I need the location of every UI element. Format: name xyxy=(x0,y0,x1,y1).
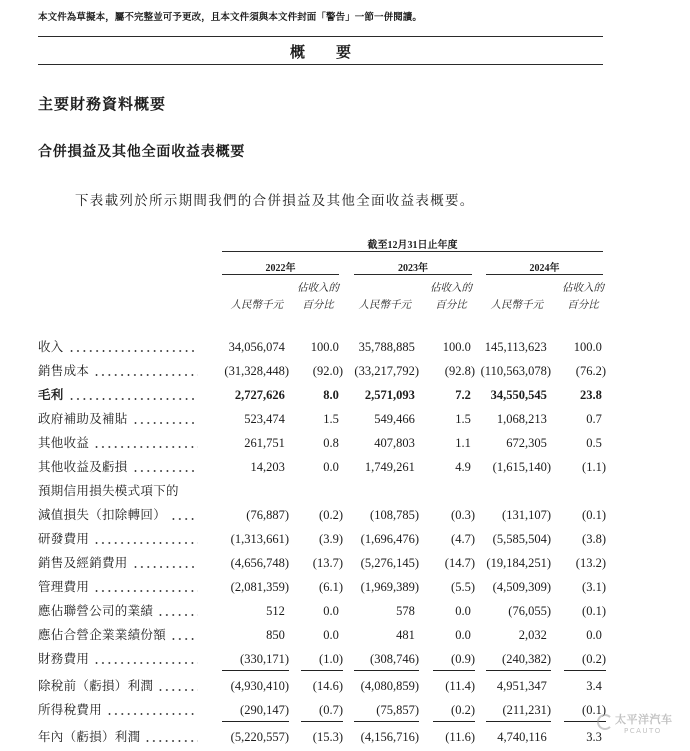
percent-cell: (14.6) xyxy=(312,679,343,693)
dot-leader xyxy=(132,470,198,472)
dot-leader xyxy=(157,614,198,616)
amount-cell: 4,740,116 xyxy=(497,730,547,744)
period-header-rule xyxy=(222,251,603,252)
table-row xyxy=(0,383,690,407)
watermark-name: 太平洋汽车 xyxy=(615,713,673,726)
table-row xyxy=(0,455,690,479)
subtotal-rule xyxy=(486,670,551,671)
subsection-title: 合併損益及其他全面收益表概要 xyxy=(38,145,246,160)
amount-cell: (1,969,389) xyxy=(360,580,419,594)
row-label-box xyxy=(38,455,198,479)
dot-leader xyxy=(93,542,198,544)
amount-cell: (131,107) xyxy=(502,508,551,522)
percent-header: 佔收入的 xyxy=(430,283,472,294)
dot-leader xyxy=(106,713,198,715)
pcauto-logo-icon xyxy=(597,714,613,730)
subtotal-rule xyxy=(433,721,475,722)
table-row xyxy=(0,575,690,599)
percent-cell: 1.5 xyxy=(455,412,471,426)
table-row xyxy=(0,431,690,455)
percent-cell: 100.0 xyxy=(442,340,471,354)
subtotal-rule xyxy=(222,670,289,671)
amount-cell: (33,217,792) xyxy=(354,364,419,378)
percent-cell: 1.5 xyxy=(323,412,339,426)
dot-leader xyxy=(132,422,198,424)
percent-cell: (3.1) xyxy=(582,580,606,594)
amount-cell: (31,328,448) xyxy=(224,364,289,378)
subtotal-rule xyxy=(222,721,289,722)
table-row xyxy=(0,623,690,647)
dot-leader xyxy=(157,689,198,691)
row-label: 預期信用損失模式項下的 xyxy=(38,484,179,498)
percent-cell: 4.9 xyxy=(455,460,471,474)
amount-cell: (76,887) xyxy=(246,508,289,522)
percent-cell: (13.2) xyxy=(575,556,606,570)
percent-cell: 0.8 xyxy=(323,436,339,450)
percent-cell: (76.2) xyxy=(575,364,606,378)
amount-cell: 261,751 xyxy=(244,436,285,450)
dot-leader xyxy=(93,374,198,376)
table-row xyxy=(0,698,690,722)
percent-header: 百分比 xyxy=(302,300,334,311)
amount-cell: (5,276,145) xyxy=(360,556,419,570)
dot-leader xyxy=(68,350,198,352)
percent-cell: (14.7) xyxy=(444,556,475,570)
row-label: 銷售成本 xyxy=(38,364,90,378)
amount-cell: (108,785) xyxy=(370,508,419,522)
percent-cell: (11.6) xyxy=(445,730,475,744)
percent-cell: (0.9) xyxy=(451,652,475,666)
header-rule-bottom xyxy=(38,64,603,65)
page-title: 概 要 xyxy=(289,45,359,61)
amount-cell: (4,656,748) xyxy=(230,556,289,570)
subtotal-rule xyxy=(301,721,343,722)
amount-unit-header: 人民幣千元 xyxy=(358,300,411,311)
row-label: 財務費用 xyxy=(38,652,90,666)
percent-cell: 3.4 xyxy=(586,679,602,693)
row-label-box xyxy=(38,527,198,551)
amount-unit-header: 人民幣千元 xyxy=(490,300,543,311)
row-label: 所得稅費用 xyxy=(38,703,103,717)
amount-cell: 35,788,885 xyxy=(358,340,415,354)
year-header: 2024年 xyxy=(529,263,560,274)
amount-cell: 407,803 xyxy=(374,436,415,450)
row-label-box xyxy=(38,383,198,407)
row-label: 收入 xyxy=(38,340,64,354)
watermark-brand: PCAUTO xyxy=(624,727,662,735)
year-header: 2022年 xyxy=(265,263,296,274)
row-label: 應佔合營企業業績份額 xyxy=(38,628,167,642)
percent-cell: (3.9) xyxy=(319,532,343,546)
percent-cell: 100.0 xyxy=(310,340,339,354)
percent-cell: (0.3) xyxy=(451,508,475,522)
table-row xyxy=(0,647,690,671)
dot-leader xyxy=(93,662,198,664)
dot-leader xyxy=(132,566,198,568)
amount-unit-header: 人民幣千元 xyxy=(230,300,283,311)
percent-cell: (15.3) xyxy=(312,730,343,744)
amount-cell: (4,930,410) xyxy=(230,679,289,693)
table-row xyxy=(0,551,690,575)
percent-cell: (0.2) xyxy=(582,652,606,666)
amount-cell: (1,615,140) xyxy=(492,460,551,474)
percent-cell: (0.2) xyxy=(319,508,343,522)
subtotal-rule xyxy=(354,721,419,722)
dot-leader xyxy=(170,638,198,640)
row-label-box xyxy=(38,623,198,647)
percent-cell: (92.0) xyxy=(312,364,343,378)
amount-cell: (4,080,859) xyxy=(360,679,419,693)
dot-leader xyxy=(93,446,198,448)
amount-cell: (4,509,309) xyxy=(492,580,551,594)
row-label-box xyxy=(38,599,198,623)
table-row xyxy=(0,725,690,749)
row-label-box xyxy=(38,698,198,722)
percent-cell: 0.0 xyxy=(323,604,339,618)
row-label: 管理費用 xyxy=(38,580,90,594)
percent-cell: (0.1) xyxy=(582,508,606,522)
amount-cell: 672,305 xyxy=(506,436,547,450)
amount-cell: 512 xyxy=(266,604,285,618)
amount-cell: 14,203 xyxy=(250,460,285,474)
amount-cell: (5,585,504) xyxy=(492,532,551,546)
amount-cell: 2,571,093 xyxy=(364,388,415,402)
percent-header: 百分比 xyxy=(435,300,467,311)
amount-cell: 523,474 xyxy=(244,412,285,426)
percent-cell: 0.0 xyxy=(455,628,471,642)
amount-cell: 34,550,545 xyxy=(490,388,547,402)
amount-cell: (211,231) xyxy=(502,703,551,717)
row-label: 政府補助及補貼 xyxy=(38,412,128,426)
row-label-box xyxy=(38,725,198,749)
percent-cell: (0.7) xyxy=(319,703,343,717)
year-header: 2023年 xyxy=(398,263,428,274)
percent-cell: (6.1) xyxy=(319,580,343,594)
percent-header: 百分比 xyxy=(567,300,599,311)
amount-cell: (19,184,251) xyxy=(486,556,551,570)
intro-paragraph: 下表載列於所示期間我們的合併損益及其他全面收益表概要。 xyxy=(75,193,475,208)
row-label-box xyxy=(38,575,198,599)
amount-cell: 145,113,623 xyxy=(484,340,547,354)
row-label-box xyxy=(38,479,198,503)
table-row xyxy=(0,674,690,698)
row-label-box xyxy=(38,674,198,698)
amount-cell: 4,951,347 xyxy=(496,679,547,693)
row-label: 其他收益及虧損 xyxy=(38,460,128,474)
subtotal-rule xyxy=(433,670,475,671)
amount-cell: 578 xyxy=(396,604,415,618)
subtotal-rule xyxy=(486,721,551,722)
amount-cell: 34,056,074 xyxy=(228,340,285,354)
percent-cell: 8.0 xyxy=(323,388,339,402)
percent-cell: (1.0) xyxy=(319,652,343,666)
header-rule-top xyxy=(38,36,603,37)
table-body xyxy=(0,335,690,749)
percent-cell: 1.1 xyxy=(455,436,471,450)
dot-leader xyxy=(144,740,198,742)
subtotal-rule xyxy=(354,670,419,671)
row-label: 年內（虧損）利潤 xyxy=(38,730,141,744)
dot-leader xyxy=(93,590,198,592)
dot-leader xyxy=(68,398,198,400)
percent-cell: 0.5 xyxy=(586,436,602,450)
amount-cell: (1,696,476) xyxy=(360,532,419,546)
row-label: 研發費用 xyxy=(38,532,90,546)
subtotal-rule xyxy=(564,670,606,671)
row-label: 減值損失（扣除轉回） xyxy=(38,508,167,522)
amount-cell: 2,727,626 xyxy=(234,388,285,402)
amount-cell: 549,466 xyxy=(374,412,415,426)
amount-cell: (1,313,661) xyxy=(230,532,289,546)
dot-leader xyxy=(170,518,198,520)
percent-cell: (0.2) xyxy=(451,703,475,717)
row-label-box xyxy=(38,335,198,359)
row-label: 銷售及經銷費用 xyxy=(38,556,128,570)
row-label: 除稅前（虧損）利潤 xyxy=(38,679,154,693)
percent-header: 佔收入的 xyxy=(297,283,339,294)
percent-cell: (13.7) xyxy=(312,556,343,570)
amount-cell: (76,055) xyxy=(508,604,551,618)
percent-cell: 3.3 xyxy=(586,730,602,744)
amount-cell: (308,746) xyxy=(370,652,419,666)
amount-cell: (110,563,078) xyxy=(480,364,551,378)
percent-cell: (0.1) xyxy=(582,703,606,717)
period-header: 截至12月31日止年度 xyxy=(367,240,458,251)
amount-cell: 1,749,261 xyxy=(364,460,415,474)
percent-cell: 0.0 xyxy=(323,460,339,474)
amount-cell: (290,147) xyxy=(240,703,289,717)
amount-cell: (2,081,359) xyxy=(230,580,289,594)
percent-cell: (0.1) xyxy=(582,604,606,618)
row-label-box xyxy=(38,647,198,671)
row-label-box xyxy=(38,431,198,455)
row-label-box xyxy=(38,359,198,383)
row-label-box xyxy=(38,551,198,575)
amount-cell: 1,068,213 xyxy=(496,412,547,426)
table-row xyxy=(0,359,690,383)
amount-cell: 2,032 xyxy=(518,628,547,642)
table-row xyxy=(0,407,690,431)
amount-cell: 481 xyxy=(396,628,415,642)
amount-cell: (75,857) xyxy=(376,703,419,717)
percent-cell: (1.1) xyxy=(582,460,606,474)
percent-cell: 0.0 xyxy=(323,628,339,642)
table-row xyxy=(0,599,690,623)
percent-cell: (3.8) xyxy=(582,532,606,546)
percent-cell: 23.8 xyxy=(579,388,602,402)
percent-header: 佔收入的 xyxy=(562,283,604,294)
row-label: 毛利 xyxy=(38,388,64,402)
amount-cell: 850 xyxy=(266,628,285,642)
draft-notice: 本文件為草擬本，屬不完整並可予更改，且本文件須與本文件封面「警告」一節一併閱讀。 xyxy=(38,13,423,23)
table-row xyxy=(0,503,690,527)
percent-cell: (5.5) xyxy=(451,580,475,594)
row-label-box xyxy=(38,407,198,431)
percent-cell: 0.0 xyxy=(455,604,471,618)
percent-cell: 0.0 xyxy=(586,628,602,642)
amount-cell: (330,171) xyxy=(240,652,289,666)
amount-cell: (240,382) xyxy=(502,652,551,666)
year-header-rule xyxy=(486,274,603,275)
amount-cell: (5,220,557) xyxy=(230,730,289,744)
section-title: 主要財務資料概要 xyxy=(38,97,167,113)
row-label: 其他收益 xyxy=(38,436,90,450)
percent-cell: 7.2 xyxy=(455,388,471,402)
percent-cell: 0.7 xyxy=(586,412,602,426)
table-row-label-line xyxy=(0,479,690,503)
percent-cell: (4.7) xyxy=(451,532,475,546)
row-label: 應佔聯營公司的業績 xyxy=(38,604,154,618)
percent-cell: (11.4) xyxy=(445,679,475,693)
year-header-rule xyxy=(222,274,339,275)
year-header-rule xyxy=(354,274,472,275)
percent-cell: 100.0 xyxy=(573,340,602,354)
percent-cell: (92.8) xyxy=(444,364,475,378)
subtotal-rule xyxy=(301,670,343,671)
amount-cell: (4,156,716) xyxy=(360,730,419,744)
table-row xyxy=(0,527,690,551)
row-label-box xyxy=(38,503,198,527)
table-row xyxy=(0,335,690,359)
